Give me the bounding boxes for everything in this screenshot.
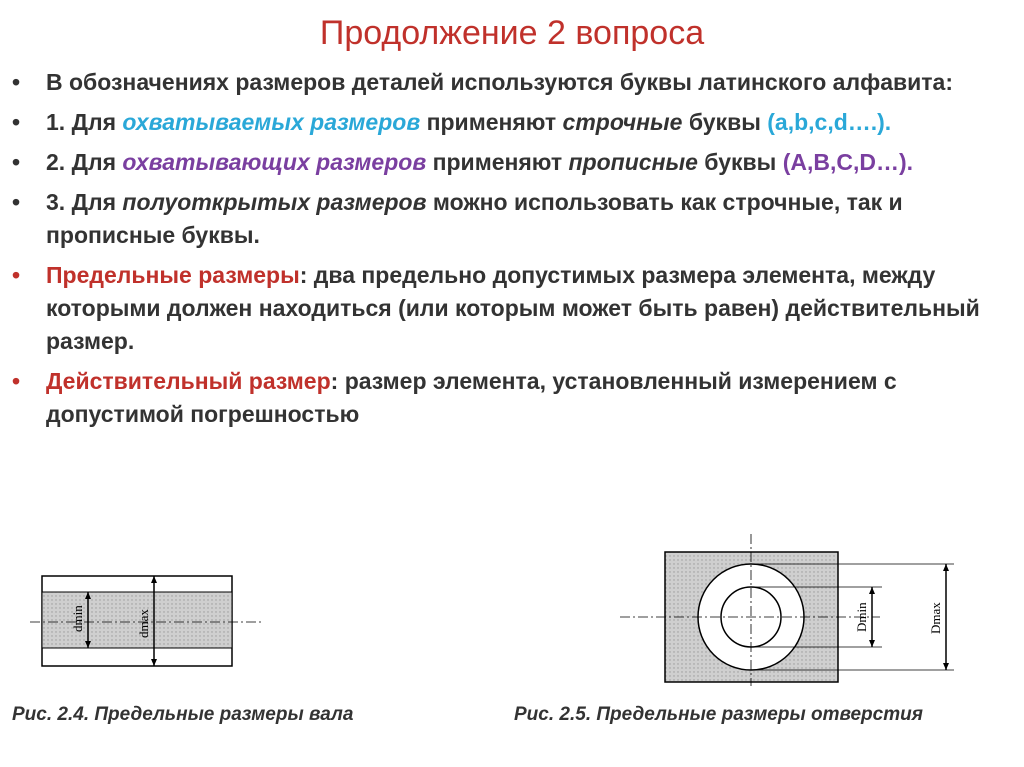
bullet-suffix: буквы — [697, 149, 783, 175]
bullet-list — [8, 66, 1008, 438]
bullet-definition: : размер элемента, установленный измерением с допустимой погрешностью — [46, 368, 897, 427]
bullet-definition: : два предельно допустимых размера элемента, между которыми должен находиться (или которым может быть равен) действительный размер. — [46, 262, 980, 354]
bullet-item — [8, 186, 1008, 252]
bullet-suffix: буквы — [682, 109, 768, 135]
dmin-arrow-top — [869, 587, 875, 594]
bullet-marker: • — [12, 149, 21, 175]
shaft-figure — [30, 570, 270, 680]
term-limit-sizes: Предельные размеры — [46, 262, 300, 288]
bullet-item — [8, 146, 1008, 179]
bullet-text: В обозначениях размеров деталей используются буквы латинского алфавита: — [46, 69, 953, 95]
bullet-mid: применяют — [426, 149, 569, 175]
hole-caption: Рис. 2.5. Предельные размеры отверстия — [514, 704, 923, 725]
dmax-label: Dmax — [928, 602, 943, 634]
bullet-marker: • — [12, 368, 21, 394]
bullet-marker: • — [12, 69, 21, 95]
term-covering: охватывающих размеров — [122, 149, 427, 175]
bullet-marker: • — [12, 262, 21, 288]
emphasis-lowercase: строчные — [562, 109, 683, 135]
term-covered: охватываемых размеров — [122, 109, 421, 135]
dmax-label: dmax — [136, 609, 151, 638]
term-actual-size: Действительный размер — [46, 368, 331, 394]
bullet-mid: применяют — [420, 109, 563, 135]
bullet-prefix: 2. Для — [46, 149, 123, 175]
bullet-marker: • — [12, 109, 21, 135]
shaft-caption: Рис. 2.4. Предельные размеры вала — [12, 704, 354, 725]
bullet-item — [8, 66, 1008, 99]
dmax-arrow-bottom — [943, 663, 949, 670]
dmin-label: dmin — [70, 605, 85, 632]
bullet-item — [8, 365, 1008, 431]
hole-figure — [620, 534, 960, 689]
dmin-arrow-bottom — [869, 640, 875, 647]
dmax-arrow-top — [943, 564, 949, 571]
page-title: Продолжение 2 вопроса — [319, 14, 705, 52]
bullet-prefix: 1. Для — [46, 109, 123, 135]
bullet-suffix: можно использовать как строчные, так и прописные буквы. — [46, 189, 903, 248]
bullet-item — [8, 259, 1008, 358]
bullet-marker: • — [12, 189, 21, 215]
emphasis-uppercase: прописные — [568, 149, 698, 175]
bullet-prefix: 3. Для — [46, 189, 123, 215]
letters-lowercase: (a,b,c,d….). — [767, 109, 892, 135]
bullet-item — [8, 106, 1008, 139]
letters-uppercase: (A,B,C,D…). — [782, 149, 914, 175]
term-semi-open: полуоткрытых размеров — [122, 189, 427, 215]
dmin-label: Dmin — [854, 602, 869, 632]
